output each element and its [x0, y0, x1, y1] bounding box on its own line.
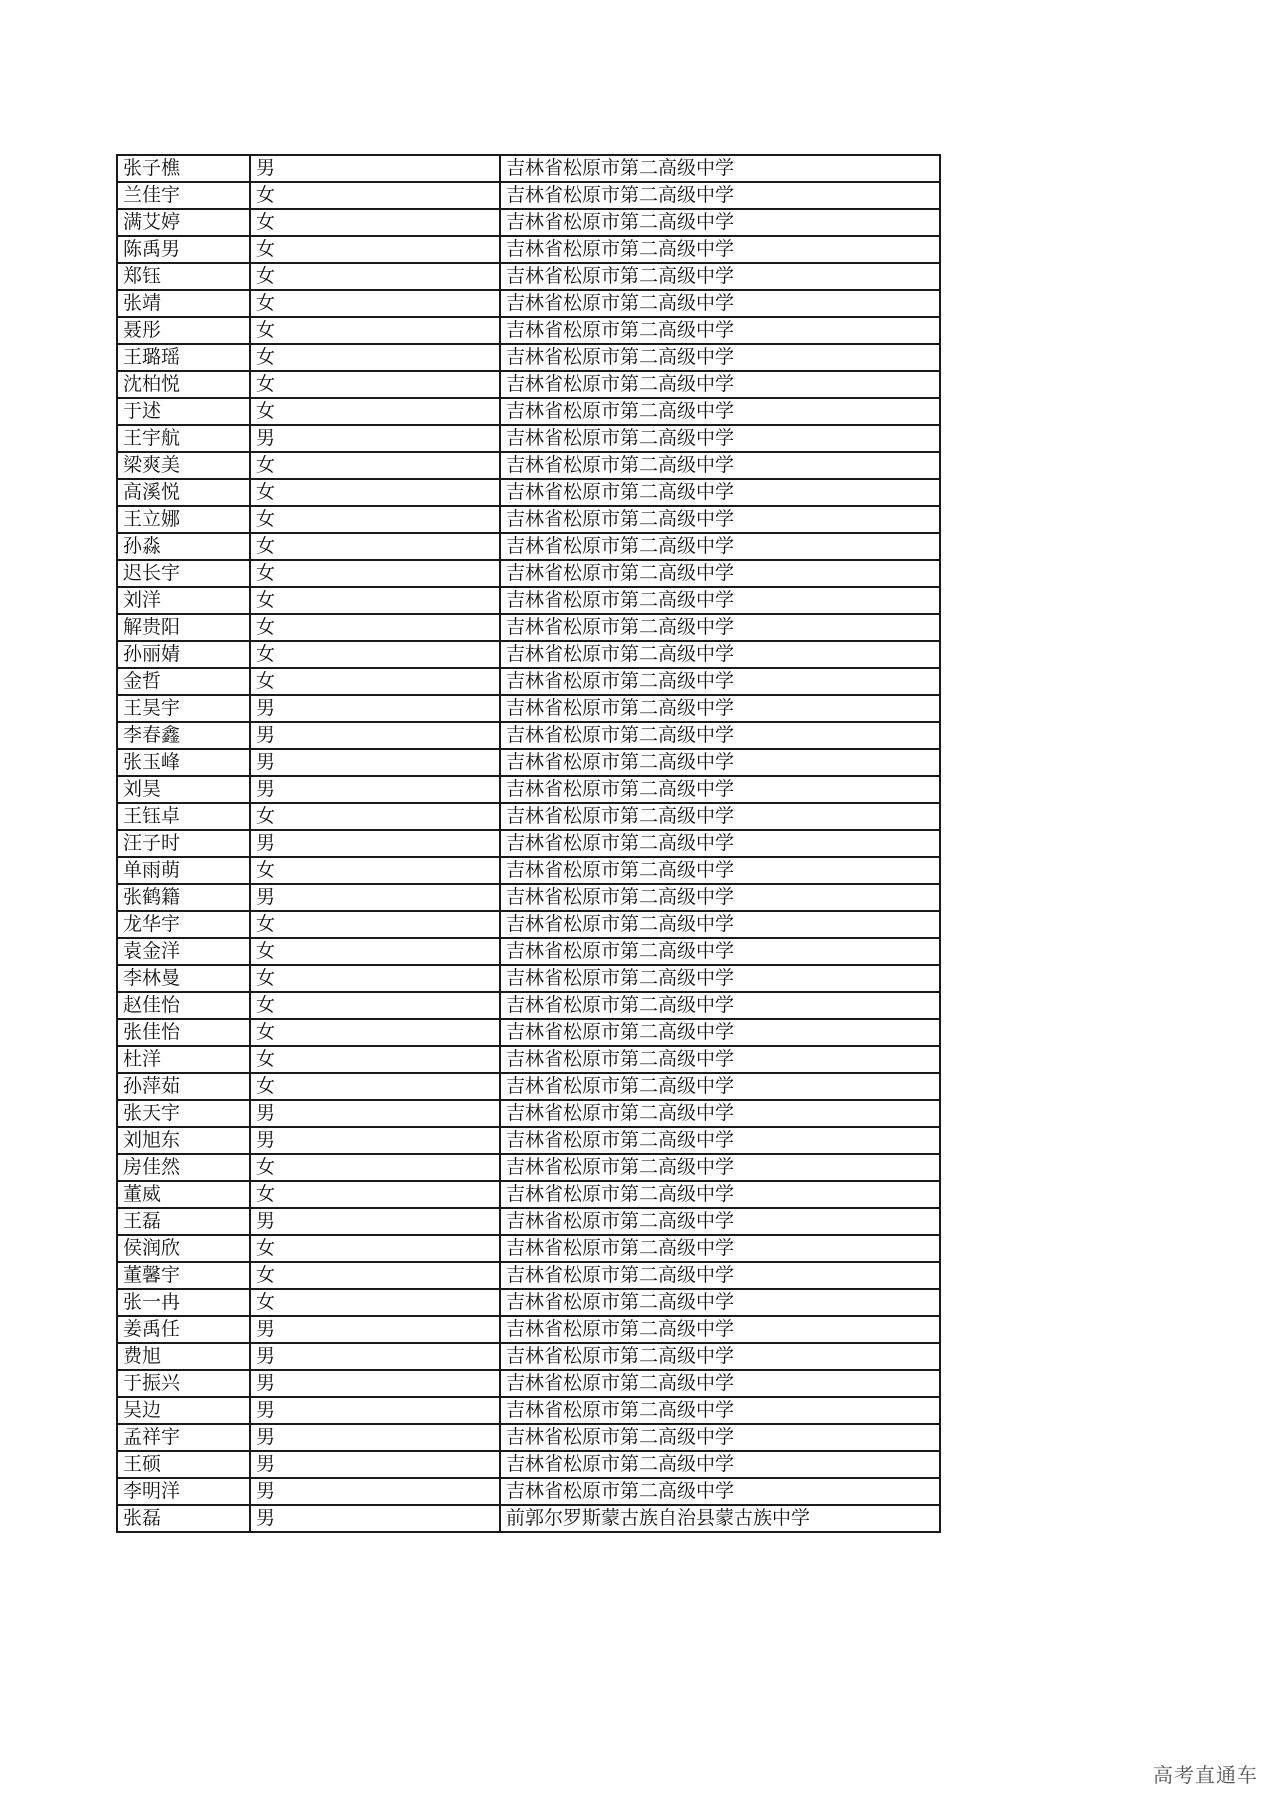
table-row	[117, 1208, 940, 1235]
name-cell: 刘昊	[117, 776, 250, 803]
school-cell: 吉林省松原市第二高级中学	[500, 1073, 940, 1100]
gender-cell: 女	[250, 938, 500, 965]
gender-cell: 女	[250, 668, 500, 695]
gender-cell: 女	[250, 533, 500, 560]
school-cell: 吉林省松原市第二高级中学	[500, 1235, 940, 1262]
gender-cell: 男	[250, 695, 500, 722]
name-cell: 聂彤	[117, 317, 250, 344]
table-row	[117, 560, 940, 587]
name-cell: 李春鑫	[117, 722, 250, 749]
school-cell: 吉林省松原市第二高级中学	[500, 884, 940, 911]
name-cell: 王立娜	[117, 506, 250, 533]
gender-cell: 女	[250, 1289, 500, 1316]
school-cell: 吉林省松原市第二高级中学	[500, 722, 940, 749]
name-cell: 房佳然	[117, 1154, 250, 1181]
school-cell: 吉林省松原市第二高级中学	[500, 1289, 940, 1316]
gender-cell: 女	[250, 1046, 500, 1073]
school-cell: 吉林省松原市第二高级中学	[500, 1019, 940, 1046]
gender-cell: 女	[250, 803, 500, 830]
name-cell: 王磊	[117, 1208, 250, 1235]
name-cell: 张靖	[117, 290, 250, 317]
school-cell: 吉林省松原市第二高级中学	[500, 1451, 940, 1478]
gender-cell: 女	[250, 992, 500, 1019]
gender-cell: 女	[250, 398, 500, 425]
school-cell: 吉林省松原市第二高级中学	[500, 911, 940, 938]
name-cell: 兰佳宇	[117, 182, 250, 209]
school-cell: 吉林省松原市第二高级中学	[500, 209, 940, 236]
gender-cell: 女	[250, 965, 500, 992]
table-row	[117, 911, 940, 938]
name-cell: 金哲	[117, 668, 250, 695]
school-cell: 吉林省松原市第二高级中学	[500, 344, 940, 371]
gender-cell: 男	[250, 1505, 500, 1532]
table-row	[117, 1181, 940, 1208]
table-row	[117, 1262, 940, 1289]
name-cell: 刘旭东	[117, 1127, 250, 1154]
gender-cell: 男	[250, 722, 500, 749]
table-row	[117, 1451, 940, 1478]
table-row	[117, 236, 940, 263]
name-cell: 侯润欣	[117, 1235, 250, 1262]
gender-cell: 女	[250, 614, 500, 641]
table-row	[117, 1127, 940, 1154]
gender-cell: 男	[250, 1127, 500, 1154]
school-cell: 吉林省松原市第二高级中学	[500, 1370, 940, 1397]
gender-cell: 女	[250, 1154, 500, 1181]
gender-cell: 男	[250, 749, 500, 776]
gender-cell: 男	[250, 1316, 500, 1343]
name-cell: 于振兴	[117, 1370, 250, 1397]
school-cell: 吉林省松原市第二高级中学	[500, 1262, 940, 1289]
gender-cell: 女	[250, 209, 500, 236]
school-cell: 吉林省松原市第二高级中学	[500, 371, 940, 398]
table-row	[117, 1370, 940, 1397]
name-cell: 陈禹男	[117, 236, 250, 263]
table-row	[117, 587, 940, 614]
school-cell: 吉林省松原市第二高级中学	[500, 641, 940, 668]
school-cell: 吉林省松原市第二高级中学	[500, 1424, 940, 1451]
table-row	[117, 776, 940, 803]
name-cell: 满艾婷	[117, 209, 250, 236]
table-row	[117, 614, 940, 641]
school-cell: 吉林省松原市第二高级中学	[500, 506, 940, 533]
school-cell: 吉林省松原市第二高级中学	[500, 965, 940, 992]
name-cell: 王昊宇	[117, 695, 250, 722]
school-cell: 吉林省松原市第二高级中学	[500, 749, 940, 776]
name-cell: 李明洋	[117, 1478, 250, 1505]
table-row	[117, 1397, 940, 1424]
watermark-text: 高考直通车	[1153, 1763, 1258, 1787]
school-cell: 吉林省松原市第二高级中学	[500, 668, 940, 695]
table-row	[117, 1424, 940, 1451]
school-cell: 吉林省松原市第二高级中学	[500, 1208, 940, 1235]
table-row	[117, 155, 940, 182]
name-cell: 孙淼	[117, 533, 250, 560]
gender-cell: 女	[250, 344, 500, 371]
school-cell: 吉林省松原市第二高级中学	[500, 290, 940, 317]
name-cell: 刘洋	[117, 587, 250, 614]
school-cell: 吉林省松原市第二高级中学	[500, 452, 940, 479]
table-row	[117, 1019, 940, 1046]
school-cell: 吉林省松原市第二高级中学	[500, 1343, 940, 1370]
name-cell: 袁金洋	[117, 938, 250, 965]
gender-cell: 女	[250, 1181, 500, 1208]
roster-body	[117, 155, 940, 1532]
school-cell: 吉林省松原市第二高级中学	[500, 1181, 940, 1208]
name-cell: 董威	[117, 1181, 250, 1208]
gender-cell: 女	[250, 1235, 500, 1262]
table-row	[117, 533, 940, 560]
school-cell: 吉林省松原市第二高级中学	[500, 1046, 940, 1073]
school-cell: 吉林省松原市第二高级中学	[500, 938, 940, 965]
gender-cell: 男	[250, 776, 500, 803]
gender-cell: 女	[250, 1073, 500, 1100]
school-cell: 吉林省松原市第二高级中学	[500, 857, 940, 884]
name-cell: 吴边	[117, 1397, 250, 1424]
table-row	[117, 344, 940, 371]
table-row	[117, 803, 940, 830]
name-cell: 李林曼	[117, 965, 250, 992]
gender-cell: 男	[250, 884, 500, 911]
school-cell: 吉林省松原市第二高级中学	[500, 992, 940, 1019]
name-cell: 张玉峰	[117, 749, 250, 776]
school-cell: 吉林省松原市第二高级中学	[500, 398, 940, 425]
table-row	[117, 452, 940, 479]
gender-cell: 女	[250, 182, 500, 209]
school-cell: 前郭尔罗斯蒙古族自治县蒙古族中学	[500, 1505, 940, 1532]
name-cell: 张磊	[117, 1505, 250, 1532]
table-row	[117, 371, 940, 398]
school-cell: 吉林省松原市第二高级中学	[500, 1100, 940, 1127]
name-cell: 姜禹任	[117, 1316, 250, 1343]
gender-cell: 男	[250, 1451, 500, 1478]
gender-cell: 女	[250, 587, 500, 614]
school-cell: 吉林省松原市第二高级中学	[500, 587, 940, 614]
gender-cell: 女	[250, 371, 500, 398]
table-row	[117, 506, 940, 533]
school-cell: 吉林省松原市第二高级中学	[500, 1316, 940, 1343]
school-cell: 吉林省松原市第二高级中学	[500, 479, 940, 506]
name-cell: 费旭	[117, 1343, 250, 1370]
table-row	[117, 263, 940, 290]
table-row	[117, 290, 940, 317]
gender-cell: 女	[250, 263, 500, 290]
name-cell: 杜洋	[117, 1046, 250, 1073]
name-cell: 张佳怡	[117, 1019, 250, 1046]
name-cell: 孙萍茹	[117, 1073, 250, 1100]
school-cell: 吉林省松原市第二高级中学	[500, 1397, 940, 1424]
name-cell: 孙丽婧	[117, 641, 250, 668]
school-cell: 吉林省松原市第二高级中学	[500, 533, 940, 560]
table-row	[117, 1073, 940, 1100]
table-row	[117, 317, 940, 344]
school-cell: 吉林省松原市第二高级中学	[500, 182, 940, 209]
gender-cell: 女	[250, 479, 500, 506]
gender-cell: 男	[250, 830, 500, 857]
table-row	[117, 209, 940, 236]
gender-cell: 男	[250, 1397, 500, 1424]
table-row	[117, 398, 940, 425]
table-row	[117, 1100, 940, 1127]
gender-cell: 男	[250, 1343, 500, 1370]
name-cell: 张一冉	[117, 1289, 250, 1316]
gender-cell: 男	[250, 1370, 500, 1397]
gender-cell: 女	[250, 1262, 500, 1289]
name-cell: 张鹤籍	[117, 884, 250, 911]
gender-cell: 男	[250, 155, 500, 182]
name-cell: 解贵阳	[117, 614, 250, 641]
name-cell: 汪子时	[117, 830, 250, 857]
roster-table	[116, 154, 941, 1533]
name-cell: 迟长宇	[117, 560, 250, 587]
table-row	[117, 1316, 940, 1343]
name-cell: 沈柏悦	[117, 371, 250, 398]
name-cell: 王璐瑶	[117, 344, 250, 371]
gender-cell: 女	[250, 857, 500, 884]
table-row	[117, 1154, 940, 1181]
table-row	[117, 1505, 940, 1532]
school-cell: 吉林省松原市第二高级中学	[500, 803, 940, 830]
table-row	[117, 1289, 940, 1316]
gender-cell: 女	[250, 911, 500, 938]
name-cell: 龙华宇	[117, 911, 250, 938]
gender-cell: 女	[250, 1019, 500, 1046]
table-row	[117, 695, 940, 722]
table-row	[117, 857, 940, 884]
gender-cell: 男	[250, 1100, 500, 1127]
name-cell: 孟祥宇	[117, 1424, 250, 1451]
table-row	[117, 1478, 940, 1505]
gender-cell: 女	[250, 506, 500, 533]
school-cell: 吉林省松原市第二高级中学	[500, 776, 940, 803]
table-row	[117, 1343, 940, 1370]
school-cell: 吉林省松原市第二高级中学	[500, 1478, 940, 1505]
table-row	[117, 479, 940, 506]
name-cell: 赵佳怡	[117, 992, 250, 1019]
table-row	[117, 1235, 940, 1262]
school-cell: 吉林省松原市第二高级中学	[500, 695, 940, 722]
school-cell: 吉林省松原市第二高级中学	[500, 1127, 940, 1154]
table-row	[117, 965, 940, 992]
table-row	[117, 884, 940, 911]
gender-cell: 男	[250, 1424, 500, 1451]
table-row	[117, 1046, 940, 1073]
school-cell: 吉林省松原市第二高级中学	[500, 425, 940, 452]
table-row	[117, 641, 940, 668]
name-cell: 梁爽美	[117, 452, 250, 479]
school-cell: 吉林省松原市第二高级中学	[500, 155, 940, 182]
gender-cell: 男	[250, 1478, 500, 1505]
table-row	[117, 749, 940, 776]
table-row	[117, 425, 940, 452]
gender-cell: 女	[250, 641, 500, 668]
name-cell: 王钰卓	[117, 803, 250, 830]
gender-cell: 女	[250, 452, 500, 479]
gender-cell: 男	[250, 425, 500, 452]
name-cell: 郑钰	[117, 263, 250, 290]
name-cell: 高溪悦	[117, 479, 250, 506]
school-cell: 吉林省松原市第二高级中学	[500, 1154, 940, 1181]
gender-cell: 男	[250, 1208, 500, 1235]
table-row	[117, 830, 940, 857]
name-cell: 王宇航	[117, 425, 250, 452]
gender-cell: 女	[250, 560, 500, 587]
name-cell: 张子樵	[117, 155, 250, 182]
table-row	[117, 722, 940, 749]
table-row	[117, 668, 940, 695]
name-cell: 王硕	[117, 1451, 250, 1478]
name-cell: 单雨萌	[117, 857, 250, 884]
name-cell: 董馨宇	[117, 1262, 250, 1289]
gender-cell: 女	[250, 317, 500, 344]
gender-cell: 女	[250, 236, 500, 263]
school-cell: 吉林省松原市第二高级中学	[500, 263, 940, 290]
school-cell: 吉林省松原市第二高级中学	[500, 614, 940, 641]
name-cell: 于述	[117, 398, 250, 425]
gender-cell: 女	[250, 290, 500, 317]
school-cell: 吉林省松原市第二高级中学	[500, 236, 940, 263]
school-cell: 吉林省松原市第二高级中学	[500, 317, 940, 344]
school-cell: 吉林省松原市第二高级中学	[500, 830, 940, 857]
table-row	[117, 992, 940, 1019]
table-row	[117, 938, 940, 965]
table-row	[117, 182, 940, 209]
name-cell: 张天宇	[117, 1100, 250, 1127]
school-cell: 吉林省松原市第二高级中学	[500, 560, 940, 587]
